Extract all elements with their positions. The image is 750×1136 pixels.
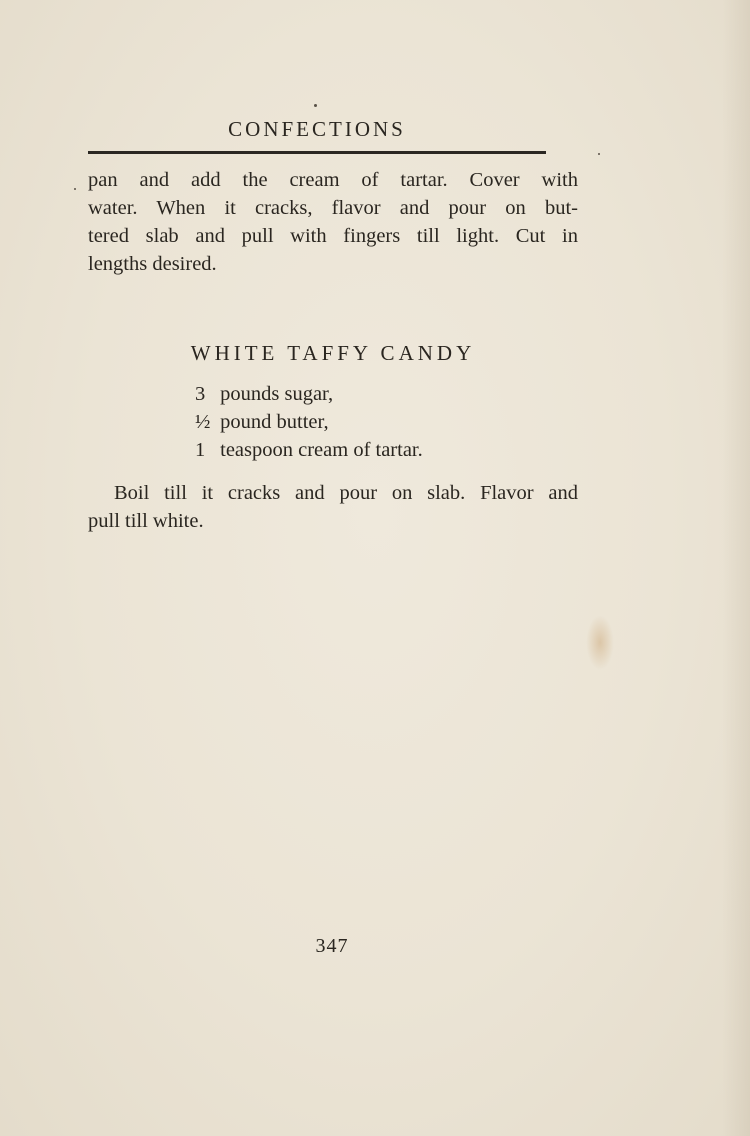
ingredient-text: teaspoon cream of tartar. [220, 439, 423, 461]
print-speck [598, 153, 600, 155]
recipe-title: WHITE TAFFY CANDY [190, 341, 476, 365]
directions-line: Boil till it cracks and pour on slab. Flavor and [114, 482, 578, 504]
ingredient-item [195, 408, 423, 436]
ingredient-item [195, 380, 423, 408]
recipe-directions [88, 479, 578, 535]
ingredient-text: pound butter, [220, 411, 329, 433]
page-number: 347 [315, 935, 349, 957]
paragraph-line: water. When it cracks, flavor and pour on but- [88, 197, 578, 219]
paragraph-line: tered slab and pull with fingers till light. Cut in [88, 225, 578, 247]
ingredient-item [195, 436, 423, 464]
ingredient-text: pounds sugar, [220, 383, 334, 405]
page-edge-shadow [722, 0, 750, 1136]
print-speck [314, 104, 317, 107]
ingredient-quantity: 1 [195, 439, 206, 461]
directions-line: pull till white. [88, 510, 204, 532]
paragraph-line: lengths desired. [88, 253, 217, 275]
paragraph-line: pan and add the cream of tartar. Cover with [88, 169, 578, 191]
continued-paragraph [88, 166, 578, 278]
running-head: CONFECTIONS [228, 117, 406, 141]
ingredient-quantity: 3 [195, 383, 206, 405]
ingredient-quantity: ½ [195, 411, 211, 433]
ingredient-list [195, 380, 423, 464]
print-speck [74, 188, 76, 190]
header-rule [88, 151, 546, 154]
paper-stain [586, 615, 614, 670]
